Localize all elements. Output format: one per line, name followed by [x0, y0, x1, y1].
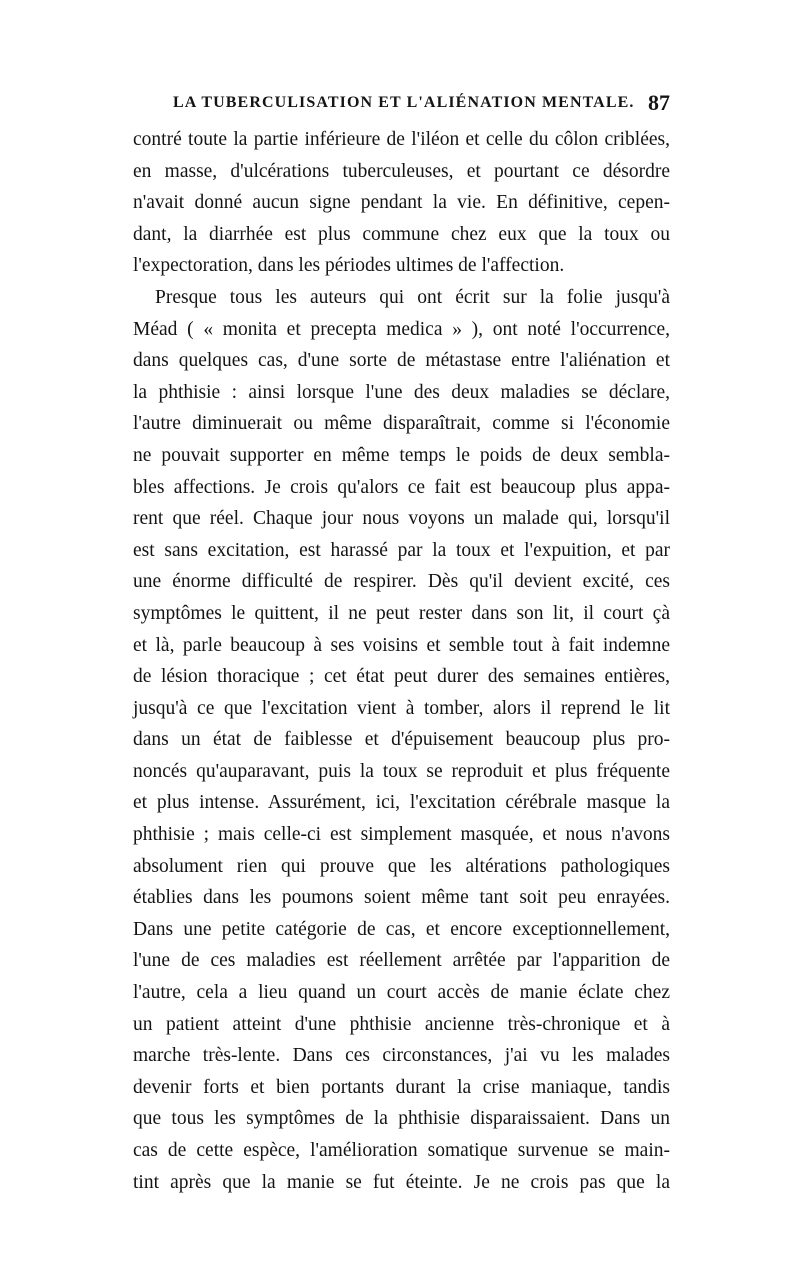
running-title: LA TUBERCULISATION ET L'ALIÉNATION MENTALE. [173, 94, 635, 111]
text-line: dans un état de faiblesse et d'épuisement beaucoup plus pro- [133, 729, 670, 751]
text-line: Méad ( « monita et precepta medica » ), ont noté l'occurrence, [133, 318, 670, 340]
text-line: l'expectoration, dans les périodes ultimes de l'affection. [133, 255, 565, 277]
text-line: contré toute la partie inférieure de l'iléon et celle du côlon criblées, [133, 129, 670, 150]
text-line: de lésion thoracique ; cet état peut durer des semaines entières, [133, 666, 670, 688]
text-line: Dans une petite catégorie de cas, et encore exceptionnellement, [133, 918, 670, 940]
text-line: cas de cette espèce, l'amélioration somatique survenue se main- [133, 1140, 670, 1161]
text-line: est sans excitation, est harassé par la toux et l'expuition, et par [133, 539, 670, 561]
text-line: dans quelques cas, d'une sorte de métastase entre l'aliénation et [133, 350, 670, 372]
text-line: jusqu'à ce que l'excitation vient à tomber, alors il reprend le lit [133, 697, 670, 719]
text-line: que tous les symptômes de la phthisie disparaissaient. Dans un [133, 1108, 670, 1130]
text-line: Presque tous les auteurs qui ont écrit sur la folie jusqu'à [155, 286, 670, 308]
text-line: la phthisie : ainsi lorsque l'une des deux maladies se déclare, [133, 381, 670, 403]
text-line: noncés qu'auparavant, puis la toux se reproduit et plus fréquente [133, 760, 670, 782]
text-line: symptômes le quittent, il ne peut rester dans son lit, il court çà [133, 602, 670, 624]
text-line: et là, parle beaucoup à ses voisins et semble tout à fait indemne [133, 634, 670, 656]
text-line: n'avait donné aucun signe pendant la vie. En définitive, cepen- [133, 192, 670, 214]
text-line: tint après que la manie se fut éteinte. Je ne crois pas que la [133, 1171, 670, 1193]
text-line: devenir forts et bien portants durant la crise maniaque, tandis [133, 1076, 670, 1098]
text-line: ne pouvait supporter en même temps le poids de deux sembla- [133, 444, 670, 466]
body-text [133, 124, 670, 1198]
text-line: l'autre diminuerait ou même disparaîtrait, comme si l'économie [133, 413, 670, 435]
text-line: rent que réel. Chaque jour nous voyons un malade qui, lorsqu'il [133, 508, 670, 530]
text-line: une énorme difficulté de respirer. Dès qu'il devient excité, ces [133, 571, 670, 593]
text-line: bles affections. Je crois qu'alors ce fait est beaucoup plus appa- [133, 476, 670, 498]
text-line: et plus intense. Assurément, ici, l'excitation cérébrale masque la [133, 792, 670, 814]
text-line: en masse, d'ulcérations tuberculeuses, et pourtant ce désordre [133, 160, 670, 182]
text-line: établies dans les poumons soient même tant soit peu enrayées. [133, 887, 670, 909]
text-line: l'autre, cela a lieu quand un court accès de manie éclate chez [133, 982, 670, 1004]
text-line: un patient atteint d'une phthisie ancienne très-chronique et à [133, 1013, 670, 1035]
text-line: l'une de ces maladies est réellement arrêtée par l'apparition de [133, 950, 670, 972]
running-header [133, 92, 670, 118]
page-number: 87 [648, 90, 670, 115]
text-line: phthisie ; mais celle-ci est simplement masquée, et nous n'avons [133, 824, 670, 846]
text-line: marche très-lente. Dans ces circonstances, j'ai vu les malades [133, 1045, 670, 1067]
text-line: absolument rien qui prouve que les altérations pathologiques [133, 855, 670, 877]
text-line: dant, la diarrhée est plus commune chez eux que la toux ou [133, 223, 670, 245]
